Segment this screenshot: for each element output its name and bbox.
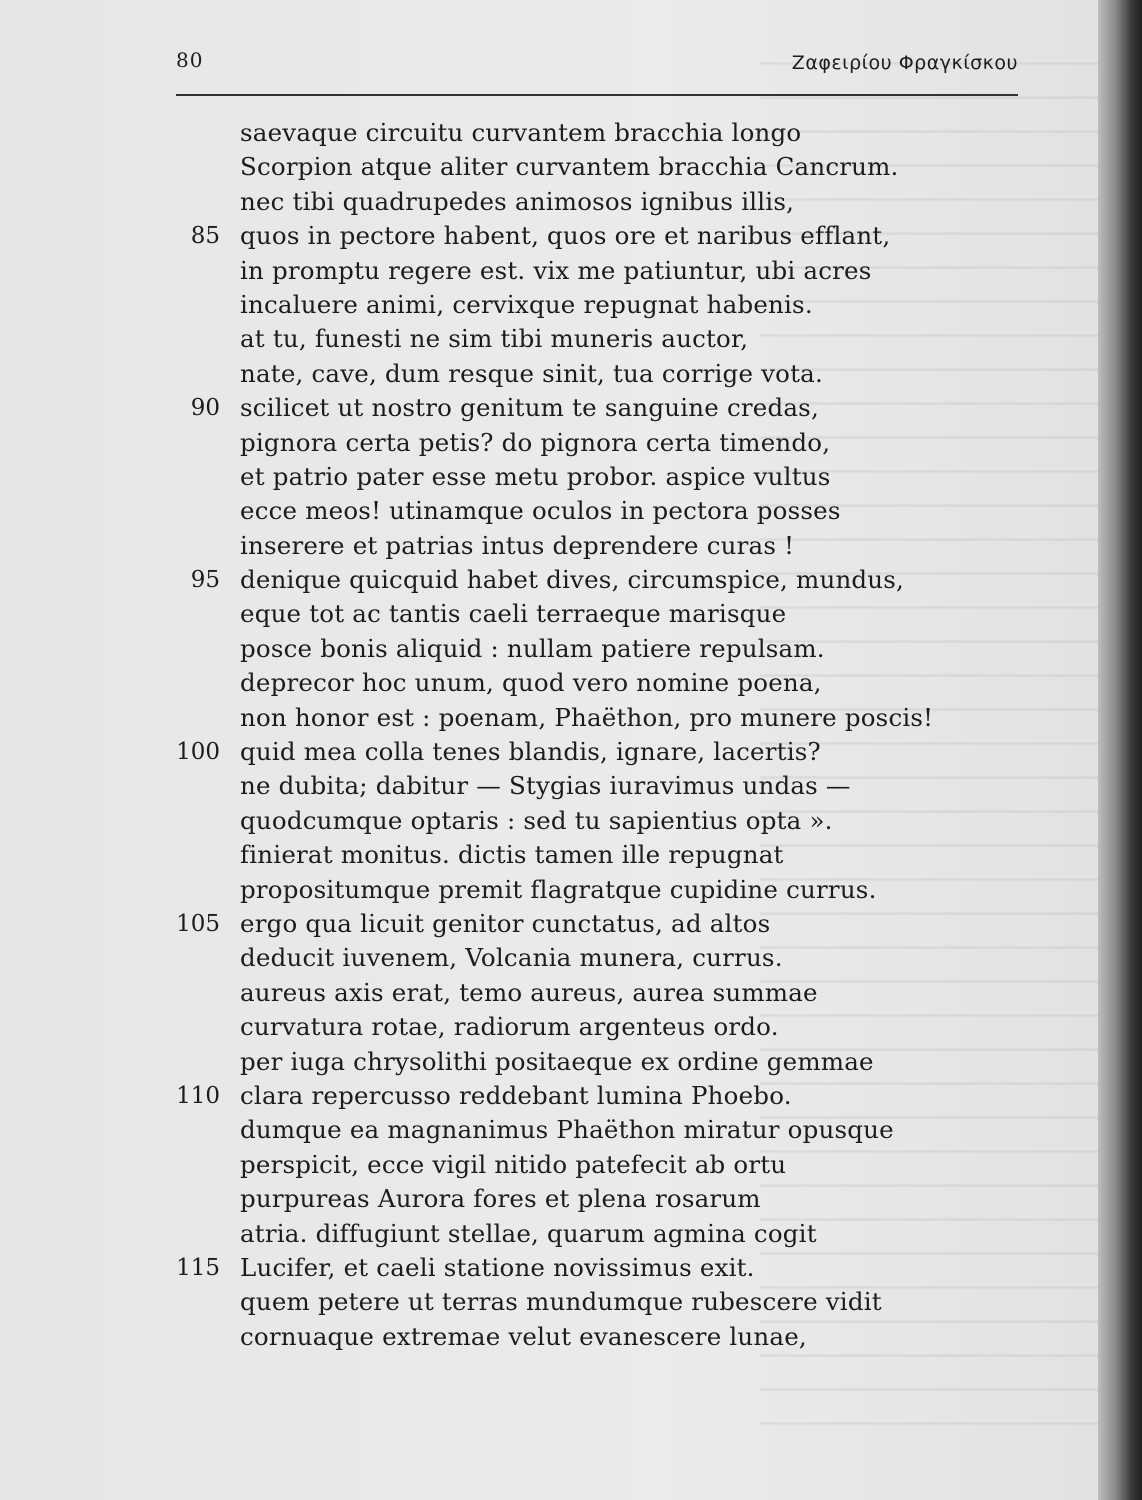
verse-text: ne dubita; dabitur — Stygias iuravimus undas —	[240, 771, 851, 801]
header-rule	[176, 94, 1018, 96]
verse-text: Lucifer, et caeli statione novissimus exit.	[240, 1252, 755, 1282]
verse-text: inserere et patrias intus deprendere curas !	[240, 530, 795, 560]
line-number: 110	[176, 1082, 220, 1109]
verse-text: quodcumque optaris : sed tu sapientius opta ».	[240, 805, 833, 835]
verse-line	[150, 254, 980, 288]
verse-line	[150, 632, 980, 666]
verse-line	[150, 838, 980, 872]
verse-line	[150, 597, 980, 631]
verse-text: Scorpion atque aliter curvantem bracchia Cancrum.	[240, 152, 899, 182]
verse-line	[150, 529, 980, 563]
verse-text: ecce meos! utinamque oculos in pectora posses	[240, 496, 841, 526]
verse-line	[150, 460, 980, 494]
verse-line	[150, 907, 980, 941]
verse-text: quem petere ut terras mundumque rubescere vidit	[240, 1287, 882, 1317]
verse-line	[150, 1320, 980, 1354]
verse-line	[150, 1251, 980, 1285]
verse-text: scilicet ut nostro genitum te sanguine credas,	[240, 393, 819, 423]
verse-text: dumque ea magnanimus Phaëthon miratur opusque	[240, 1115, 894, 1145]
verse-line	[150, 185, 980, 219]
verse-line	[150, 666, 980, 700]
page-number: 80	[176, 48, 204, 72]
verse-text: nec tibi quadrupedes animosos ignibus illis,	[240, 186, 795, 216]
verse-line	[150, 288, 980, 322]
verse-text: quos in pectore habent, quos ore et naribus efflant,	[240, 221, 891, 251]
book-spine-shadow	[1098, 0, 1142, 1500]
verse-line	[150, 150, 980, 184]
line-number: 90	[190, 395, 220, 422]
verse-block	[150, 116, 980, 1354]
verse-text: atria. diffugiunt stellae, quarum agmina cogit	[240, 1218, 817, 1248]
verse-text: non honor est : poenam, Phaëthon, pro munere poscis!	[240, 702, 934, 732]
line-number: 85	[190, 223, 220, 250]
line-number: 105	[176, 910, 220, 937]
verse-line	[150, 1148, 980, 1182]
verse-text: propositumque premit flagratque cupidine currus.	[240, 874, 877, 904]
verse-text: curvatura rotae, radiorum argenteus ordo.	[240, 1012, 779, 1042]
verse-line	[150, 1113, 980, 1147]
verse-text: cornuaque extremae velut evanescere lunae,	[240, 1321, 807, 1351]
verse-text: deprecor hoc unum, quod vero nomine poena,	[240, 668, 822, 698]
verse-text: per iuga chrysolithi positaeque ex ordine gemmae	[240, 1046, 874, 1076]
verse-line	[150, 391, 980, 425]
verse-line	[150, 219, 980, 253]
verse-text: denique quicquid habet dives, circumspice, mundus,	[240, 565, 905, 595]
verse-line	[150, 1010, 980, 1044]
verse-line	[150, 1217, 980, 1251]
verse-text: in promptu regere est. vix me patiuntur, ubi acres	[240, 255, 872, 285]
verse-line	[150, 769, 980, 803]
line-number: 100	[176, 739, 220, 766]
verse-text: quid mea colla tenes blandis, ignare, lacertis?	[240, 737, 821, 767]
verse-line	[150, 357, 980, 391]
verse-line	[150, 1182, 980, 1216]
running-head: Ζαφειρίου Φραγκίσκου	[791, 52, 1018, 74]
verse-text: finierat monitus. dictis tamen ille repugnat	[240, 840, 784, 870]
verse-text: deducit iuvenem, Volcania munera, currus.	[240, 943, 783, 973]
verse-text: saevaque circuitu curvantem bracchia longo	[240, 118, 802, 147]
verse-text: aureus axis erat, temo aureus, aurea summae	[240, 977, 818, 1007]
verse-line	[150, 116, 980, 150]
verse-text: perspicit, ecce vigil nitido patefecit ab ortu	[240, 1149, 787, 1179]
line-number: 115	[176, 1254, 220, 1281]
line-number: 95	[190, 567, 220, 594]
verse-text: et patrio pater esse metu probor. aspice vultus	[240, 461, 831, 491]
verse-text: at tu, funesti ne sim tibi muneris auctor,	[240, 324, 749, 354]
verse-line	[150, 563, 980, 597]
verse-line	[150, 494, 980, 528]
verse-text: ergo qua licuit genitor cunctatus, ad altos	[240, 908, 771, 938]
verse-text: incaluere animi, cervixque repugnat habenis.	[240, 289, 813, 319]
verse-line	[150, 322, 980, 356]
verse-line	[150, 1079, 980, 1113]
verse-line	[150, 804, 980, 838]
verse-line	[150, 976, 980, 1010]
verse-line	[150, 426, 980, 460]
page-header	[176, 48, 1018, 88]
verse-text: posce bonis aliquid : nullam patiere repulsam.	[240, 633, 825, 663]
verse-line	[150, 701, 980, 735]
verse-line	[150, 1045, 980, 1079]
verse-text: purpureas Aurora fores et plena rosarum	[240, 1184, 761, 1214]
verse-text: clara repercusso reddebant lumina Phoebo.	[240, 1080, 792, 1110]
verse-line	[150, 941, 980, 975]
verse-line	[150, 1285, 980, 1319]
verse-text: pignora certa petis? do pignora certa timendo,	[240, 427, 831, 457]
verse-text: nate, cave, dum resque sinit, tua corrige vota.	[240, 358, 823, 388]
verse-line	[150, 873, 980, 907]
verse-line	[150, 735, 980, 769]
verse-text: eque tot ac tantis caeli terraeque marisque	[240, 599, 787, 629]
